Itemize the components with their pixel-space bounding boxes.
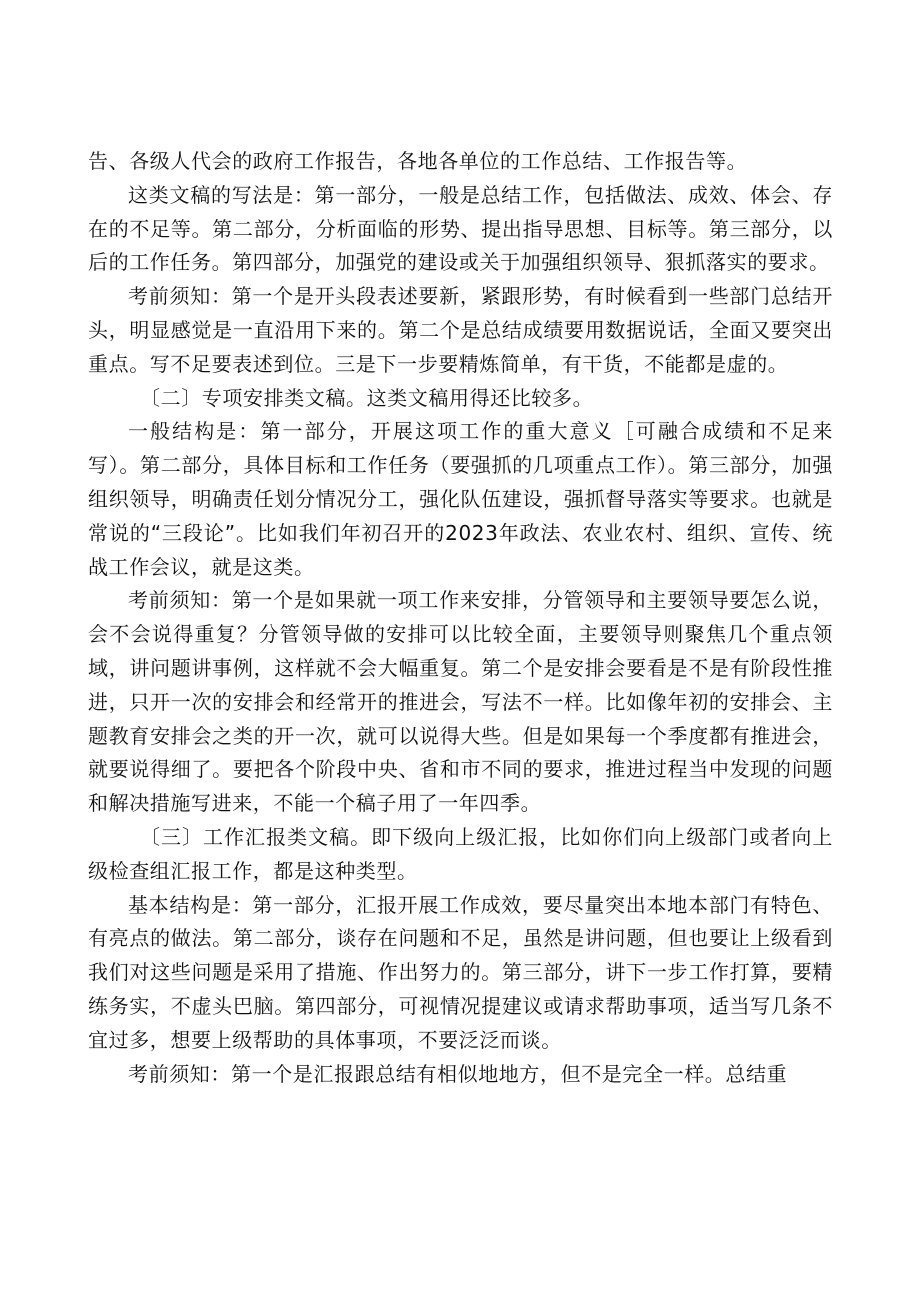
paragraph-basic-structure: 基本结构是：第一部分，汇报开展工作成效，要尽量突出本地本部门有特色、有亮点的做法。第二部分，谈存在问题和不足，虽然是讲问题，但也要让上级看到我们对这些问题是采用了措施、作出努力的。第三部分，讲下一步工作打算，要精练务实，不虚头巴脑。第四部分，可视情况提建议或请求帮助事项，适当写几条不宜过多，想要上级帮助的具体事项，不要泛泛而谈。 [88, 892, 833, 1052]
paragraph-general-structure: 一般结构是：第一部分，开展这项工作的重大意义［可融合成绩和不足来写）。第二部分，具体目标和工作任务（要强抓的几项重点工作）。第三部分，加强组织领导，明确责任划分情况分工，强化队伍建设，强抓督导落实等要求。也就是常说的“三段论”。比如我们年初召开的2023年政法、农业农村、组织、宣传、统战工作会议，就是这类。 [88, 419, 833, 579]
paragraph-continuation: 告、各级人代会的政府工作报告，各地各单位的工作总结、工作报告等。 [88, 149, 748, 173]
paragraph-writing-method: 这类文稿的写法是：第一部分，一般是总结工作，包括做法、成效、体会、存在的不足等。第二部分，分析面临的形势、提出指导思想、目标等。第三部分，以后的工作任务。第四部分，加强党的建设或关于加强组织领导、狠抓落实的要求。 [88, 182, 833, 275]
paragraph-exam-notes-1: 考前须知：第一个是开头段表述要新，紧跟形势，有时候看到一些部门总结开头，明显感觉是一直沿用下来的。第二个是总结成绩要用数据说话，全面又要突出重点。写不足要表述到位。三是下一步要精炼简单，有干货，不能都是虚的。 [88, 284, 833, 376]
document-body [88, 145, 833, 1091]
section-heading-special-arrangement: 〔二〕专项安排类文稿。这类文稿用得还比较多。 [140, 385, 594, 410]
paragraph-exam-notes-2: 考前须知：第一个是如果就一项工作来安排，分管领导和主要领导要怎么说，会不会说得重复？分管领导做的安排可以比较全面，主要领导则聚焦几个重点领域，讲问题讲事例，这样就不会大幅重复。第二个是安排会要看是不是有阶段性推进，只开一次的安排会和经常开的推进会，写法不一样。比如像年初的安排会、主题教育安排会之类的开一次，就可以说得大些。但是如果每一个季度都有推进会，就要说得细了。要把各个阶段中央、省和市不同的要求，推进过程当中发现的问题和解决措施写进来，不能一个稿子用了一年四季。 [88, 588, 833, 816]
section-heading-work-report: 〔三〕工作汇报类文稿。即下级向上级汇报，比如你们向上级部门或者向上级检查组汇报工作，都是这种类型。 [88, 824, 833, 883]
paragraph-exam-notes-3: 考前须知：第一个是汇报跟总结有相似地地方，但不是完全一样。总结重 [128, 1061, 788, 1086]
